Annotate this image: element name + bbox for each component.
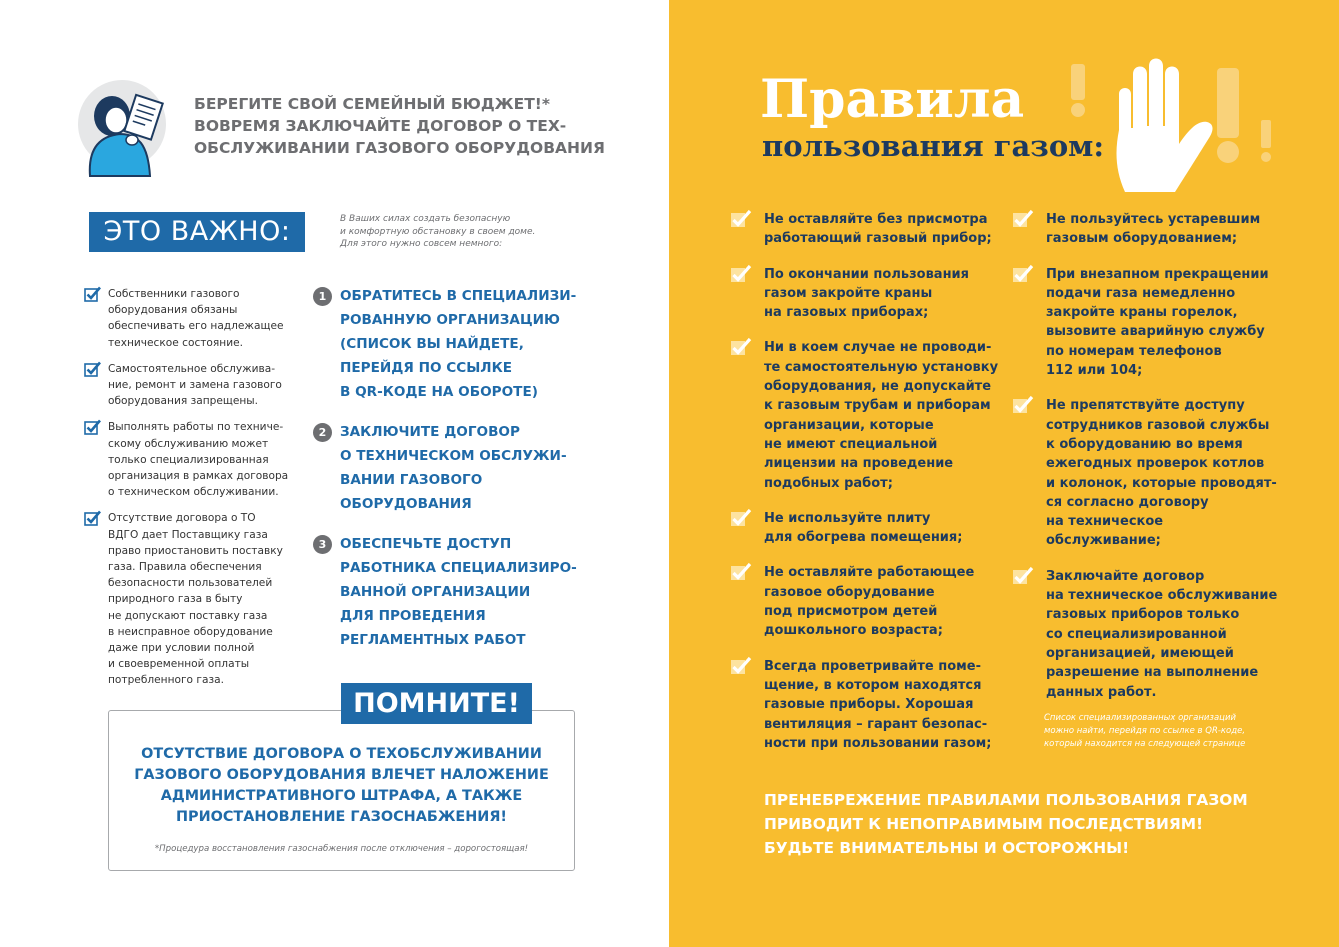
step-item [313,284,613,404]
rule-line: не имеют специальной [764,436,938,452]
white-check-icon [1012,566,1034,586]
white-check-icon [730,508,752,528]
organizations-list-note [1044,712,1284,751]
rule-line: для обогрева помещения; [764,530,963,546]
neglect-warning [764,788,1284,860]
important-heading: ЭТО ВАЖНО: [89,212,305,252]
step-line: О ТЕХНИЧЕСКОМ ОБСЛУЖИ- [340,448,567,464]
penalty-warning [110,744,573,828]
rule-line: По окончании пользования [764,266,970,282]
checkbox-check-icon [84,361,102,377]
rule-line: оборудования, не допускайте [764,379,992,395]
step-line: ЗАКЛЮЧИТЕ ДОГОВОР [340,424,520,440]
rule-line: к газовым трубам и приборам [764,398,991,414]
rule-line: вентиляция – гарант безопас- [764,716,988,732]
rule-item [730,657,1000,753]
fact-line: даже при условии полной [108,642,255,655]
fact-item [84,419,304,500]
step-item [313,532,613,652]
warning-line: ГАЗОВОГО ОБОРУДОВАНИЯ ВЛЕЧЕТ НАЛОЖЕНИЕ [134,767,549,783]
step-line: РЕГЛАМЕНТНЫХ РАБОТ [340,632,526,648]
rule-line: Ни в коем случае не проводи- [764,340,992,356]
rule-line: организации, которые [764,417,934,433]
rules-subtitle: пользования газом: [762,129,1105,163]
step-line: ОБЕСПЕЧЬТЕ ДОСТУП [340,536,512,552]
fact-line: техническое состояние. [108,336,243,349]
rule-item [730,265,1000,323]
rule-line: Заключайте договор [1046,568,1205,584]
rule-line: Не препятствуйте доступу [1046,398,1245,414]
fact-line: не допускают поставку газа [108,609,268,622]
rule-line: щение, в котором находятся [764,677,982,693]
rule-item [730,338,1000,492]
rule-line: ся согласно договору [1046,494,1209,510]
fact-line: право приостановить поставку [108,544,283,557]
rule-line: на газовых приборах; [764,305,929,321]
rule-line: на техническое [1046,514,1164,530]
step-item [313,420,613,516]
white-check-icon [730,562,752,582]
steps-list [313,284,613,668]
white-check-icon [730,264,752,284]
rule-line: на техническое обслуживание [1046,588,1278,604]
white-check-icon [1012,395,1034,415]
step-line: ПЕРЕЙДЯ ПО ССЫЛКЕ [340,360,512,376]
rule-item [730,210,1000,249]
left-page [0,0,669,947]
rule-line: Не оставляйте без присмотра [764,212,988,227]
step-line: РОВАННУЮ ОРГАНИЗАЦИЮ [340,312,560,328]
fact-item [84,361,304,410]
rule-line: Всегда проветривайте поме- [764,658,981,674]
step-line: В QR-КОДЕ НА ОБОРОТЕ) [340,384,538,400]
fact-line: только специализированная [108,453,269,466]
fact-line: Самостоятельное обслужива- [108,362,276,375]
step-line: (СПИСОК ВЫ НАЙДЕТЕ, [340,336,524,352]
white-check-icon [730,209,752,229]
fact-line: ние, ремонт и замена газового [108,379,282,392]
remember-heading: ПОМНИТЕ! [341,683,532,724]
rules-column-2 [1012,210,1282,702]
woman-with-document-illustration [70,78,166,178]
step-line: РАБОТНИКА СПЕЦИАЛИЗИРО- [340,560,577,576]
intro-line: Для этого нужно совсем немного: [340,239,503,249]
rule-line: ности при пользовании газом; [764,735,992,751]
rule-line: сотрудников газовой службы [1046,417,1270,433]
rule-line: вызовите аварийную службу [1046,324,1265,340]
rule-line: организацией, имеющей [1046,645,1234,661]
intro-line: В Ваших силах создать безопасную [340,214,511,224]
slogan-line: ВОВРЕМЯ ЗАКЛЮЧАЙТЕ ДОГОВОР О ТЕХ- [194,117,567,135]
fact-line: и своевременной оплаты [108,658,250,671]
fact-line: организация в рамках договора [108,470,289,483]
step-line: ОБОРУДОВАНИЯ [340,496,472,512]
fact-line: безопасности пользователей [108,577,273,590]
rule-line: работающий газовый прибор; [764,231,992,247]
rule-line: Не оставляйте работающее [764,565,975,581]
rule-line: закройте краны горелок, [1046,305,1238,321]
step-line: ВАННОЙ ОРГАНИЗАЦИИ [340,584,531,600]
fact-line: природного газа в быту [108,593,243,606]
fact-line: ВДГО дает Поставщику газа [108,528,268,541]
rule-item [1012,396,1282,550]
neglect-line: ПРЕНЕБРЕЖЕНИЕ ПРАВИЛАМИ ПОЛЬЗОВАНИЯ ГАЗОМ [764,791,1248,809]
rule-line: газовых приборов только [1046,607,1240,623]
rule-line: 112 или 104; [1046,363,1143,379]
rule-line: к оборудованию во время [1046,436,1243,452]
budget-slogan [194,93,614,159]
rule-line: ежегодных проверок котлов [1046,456,1265,472]
note-line: Список специализированных организаций [1044,713,1236,723]
rule-line: газовые приборы. Хорошая [764,697,974,713]
step-number-badge: 2 [313,423,332,442]
rule-item [730,563,1000,640]
intro-note [340,213,570,251]
neglect-line: ПРИВОДИТ К НЕПОПРАВИМЫМ ПОСЛЕДСТВИЯМ! [764,815,1204,833]
rule-line: те самостоятельную установку [764,359,999,375]
rules-column-1 [730,210,1000,753]
white-check-icon [730,656,752,676]
rule-item [1012,265,1282,381]
slogan-line: БЕРЕГИТЕ СВОЙ СЕМЕЙНЫЙ БЮДЖЕТ!* [194,95,550,113]
rule-line: обслуживание; [1046,533,1161,549]
rule-line: газовым оборудованием; [1046,231,1238,247]
rule-line: подачи газа немедленно [1046,285,1236,301]
warning-line: ОТСУТСТВИЕ ДОГОВОРА О ТЕХОБСЛУЖИВАНИИ [141,746,542,762]
fact-line: в неисправное оборудование [108,625,273,638]
rule-line: газом закройте краны [764,285,933,301]
step-line: ДЛЯ ПРОВЕДЕНИЯ [340,608,486,624]
rule-line: газовое оборудование [764,584,935,600]
intro-line: и комфортную обстановку в своем доме. [340,226,536,237]
white-check-icon [1012,209,1034,229]
rule-line: дошкольного возраста; [764,623,943,639]
rule-line: Не используйте плиту [764,510,931,526]
rule-item [1012,210,1282,249]
rule-line: лицензии на проведение [764,456,954,472]
fact-line: Отсутствие договора о ТО [108,512,256,525]
rule-line: Не пользуйтесь устаревшим [1046,212,1261,227]
fact-line: газа. Правила обеспечения [108,561,262,574]
note-line: который находится на следующей странице [1044,739,1246,749]
step-line: ВАНИИ ГАЗОВОГО [340,472,483,488]
footnote: *Процедура восстановления газоснабжения после отключения – дорогостоящая! [154,844,529,854]
rule-line: и колонок, которые проводят- [1046,475,1277,491]
warning-line: ПРИОСТАНОВЛЕНИЕ ГАЗОСНАБЖЕНИЯ! [176,809,507,825]
fact-line: обеспечивать его надлежащее [108,320,284,333]
fact-line: скому обслуживанию может [108,437,269,450]
white-check-icon [1012,264,1034,284]
warning-line: АДМИНИСТРАТИВНОГО ШТРАФА, А ТАКЖЕ [160,788,523,804]
rule-line: разрешение на выполнение [1046,665,1259,681]
fact-line: оборудования обязаны [108,304,238,317]
fact-item [84,286,304,351]
rule-line: со специализированной [1046,626,1227,642]
checkbox-check-icon [84,419,102,435]
rule-item [1012,567,1282,702]
fact-line: потребленного газа. [108,674,224,687]
fact-line: о техническом обслуживании. [108,486,279,499]
slogan-line: ОБСЛУЖИВАНИИ ГАЗОВОГО ОБОРУДОВАНИЯ [194,139,605,157]
step-number-badge: 3 [313,535,332,554]
rule-line: под присмотром детей [764,604,938,620]
fact-line: Собственники газового [108,288,240,300]
facts-list [84,286,304,699]
step-number-badge: 1 [313,287,332,306]
neglect-line: БУДЬТЕ ВНИМАТЕЛЬНЫ И ОСТОРОЖНЫ! [764,839,1130,857]
checkbox-check-icon [84,286,102,302]
rules-title: Правила [760,69,1025,130]
fact-line: Выполнять работы по техниче- [108,421,284,434]
fact-item [84,510,304,688]
rule-line: данных работ. [1046,684,1157,700]
checkbox-check-icon [84,510,102,526]
white-check-icon [730,337,752,357]
rule-line: При внезапном прекращении [1046,266,1269,282]
rule-item [730,509,1000,548]
rule-line: подобных работ; [764,475,893,491]
rule-line: по номерам телефонов [1046,343,1222,359]
note-line: можно найти, перейдя по ссылке в QR-коде, [1044,726,1246,736]
step-line: ОБРАТИТЕСЬ В СПЕЦИАЛИЗИ- [340,288,577,304]
fact-line: оборудования запрещены. [108,395,259,408]
